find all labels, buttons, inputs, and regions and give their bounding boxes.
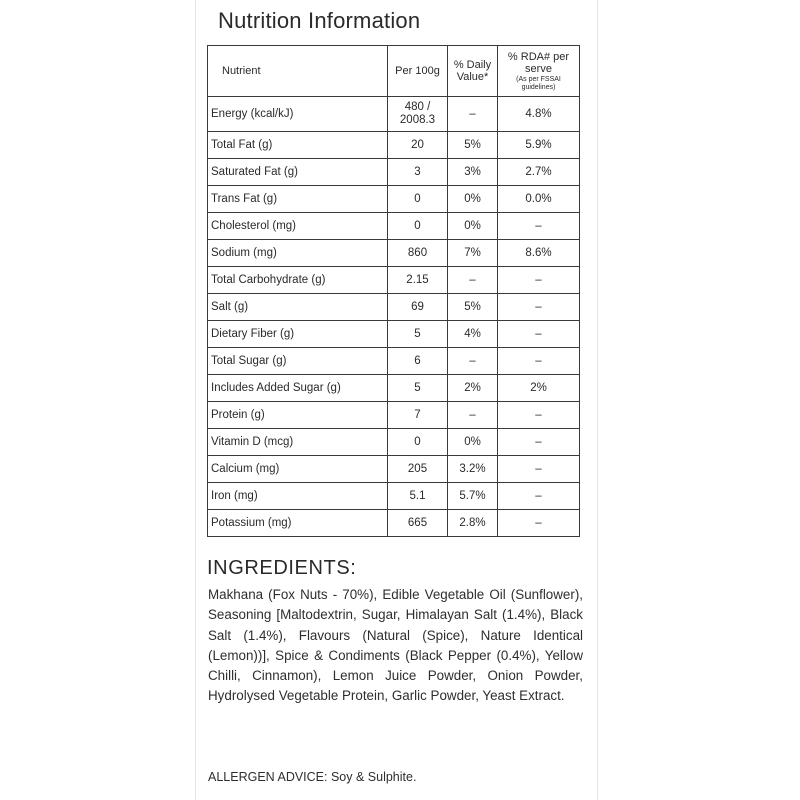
table-row [208,402,580,429]
rda-cell: – [498,510,580,537]
nutrient-cell: Total Carbohydrate (g) [208,267,388,294]
daily-value-cell: 3% [448,159,498,186]
per100g-cell: 6 [388,348,448,375]
per100g-cell: 5 [388,321,448,348]
nutrient-cell: Saturated Fat (g) [208,159,388,186]
daily-value-cell: 0% [448,213,498,240]
nutrient-cell: Iron (mg) [208,483,388,510]
daily-value-cell: 4% [448,321,498,348]
daily-value-cell: – [448,97,498,132]
rda-cell: 2% [498,375,580,402]
nutrient-cell: Energy (kcal/kJ) [208,97,388,132]
header-per100g: Per 100g [388,46,448,97]
rda-cell: – [498,294,580,321]
table-row [208,510,580,537]
nutrient-cell: Vitamin D (mcg) [208,429,388,456]
header-rda-subtext: (As per FSSAI guidelines) [516,75,561,91]
header-nutrient: Nutrient [208,46,388,97]
nutrition-title: Nutrition Information [218,8,421,33]
table-row [208,375,580,402]
daily-value-cell: 5% [448,294,498,321]
nutrient-cell: Salt (g) [208,294,388,321]
table-row [208,348,580,375]
daily-value-cell: 3.2% [448,456,498,483]
daily-value-cell: 5.7% [448,483,498,510]
per100g-cell: 69 [388,294,448,321]
per100g-cell: 0 [388,429,448,456]
per100g-cell: 2.15 [388,267,448,294]
nutrient-cell: Protein (g) [208,402,388,429]
per100g-cell: 665 [388,510,448,537]
rda-cell: – [498,456,580,483]
per100g-cell: 0 [388,186,448,213]
per100g-cell: 5.1 [388,483,448,510]
table-row [208,186,580,213]
nutrient-cell: Potassium (mg) [208,510,388,537]
table-row [208,456,580,483]
per100g-cell: 0 [388,213,448,240]
daily-value-cell: 2% [448,375,498,402]
per100g-cell: 3 [388,159,448,186]
table-row [208,97,580,132]
ingredients-text: Makhana (Fox Nuts - 70%), Edible Vegetable Oil (Sunflower), Seasoning [Maltodextrin, Sugar, Himalayan Salt (1.4%), Black Salt (1.4%), Flavours (Natural (Spice), Nature Identical (Lemon))], Spice & Condiments (Black Pepper (0.4%), Yellow Chilli, Cinnamon), Lemon Juice Powder, Onion Powder, Hydrolysed Vegetable Protein, Garlic Powder, Yeast Extract. [208,587,583,704]
per100g-cell: 7 [388,402,448,429]
rda-cell: 4.8% [498,97,580,132]
table-row [208,267,580,294]
rda-cell: – [498,402,580,429]
nutrient-cell: Trans Fat (g) [208,186,388,213]
nutrition-table [207,45,580,537]
rda-cell: – [498,483,580,510]
table-row [208,240,580,267]
table-row [208,294,580,321]
rda-cell: 0.0% [498,186,580,213]
rda-cell: – [498,321,580,348]
header-daily-value: % Daily Value* [448,46,498,97]
nutrient-cell: Total Sugar (g) [208,348,388,375]
header-rda-label: % RDA# per serve [507,50,570,75]
rda-cell: 2.7% [498,159,580,186]
ingredients-heading: INGREDIENTS: [207,557,357,579]
daily-value-cell: – [448,348,498,375]
rda-cell: – [498,429,580,456]
daily-value-cell: 5% [448,132,498,159]
rda-cell: 8.6% [498,240,580,267]
table-row [208,132,580,159]
table-row [208,321,580,348]
nutrient-cell: Includes Added Sugar (g) [208,375,388,402]
header-row [208,46,580,97]
daily-value-cell: 2.8% [448,510,498,537]
per100g-cell: 5 [388,375,448,402]
daily-value-cell: – [448,267,498,294]
table-row [208,429,580,456]
daily-value-cell: – [448,402,498,429]
nutrient-cell: Total Fat (g) [208,132,388,159]
header-rda [498,46,580,97]
per100g-cell: 480 / 2008.3 [388,97,448,132]
per100g-cell: 20 [388,132,448,159]
rda-cell: – [498,267,580,294]
nutrient-cell: Calcium (mg) [208,456,388,483]
allergen-advice: ALLERGEN ADVICE: Soy & Sulphite. [208,770,417,784]
rda-cell: – [498,348,580,375]
table-row [208,483,580,510]
daily-value-cell: 0% [448,186,498,213]
nutrient-cell: Sodium (mg) [208,240,388,267]
table-row [208,159,580,186]
rda-cell: 5.9% [498,132,580,159]
per100g-cell: 860 [388,240,448,267]
daily-value-cell: 7% [448,240,498,267]
per100g-cell: 205 [388,456,448,483]
rda-cell: – [498,213,580,240]
table-row [208,213,580,240]
nutrient-cell: Cholesterol (mg) [208,213,388,240]
daily-value-cell: 0% [448,429,498,456]
nutrient-cell: Dietary Fiber (g) [208,321,388,348]
